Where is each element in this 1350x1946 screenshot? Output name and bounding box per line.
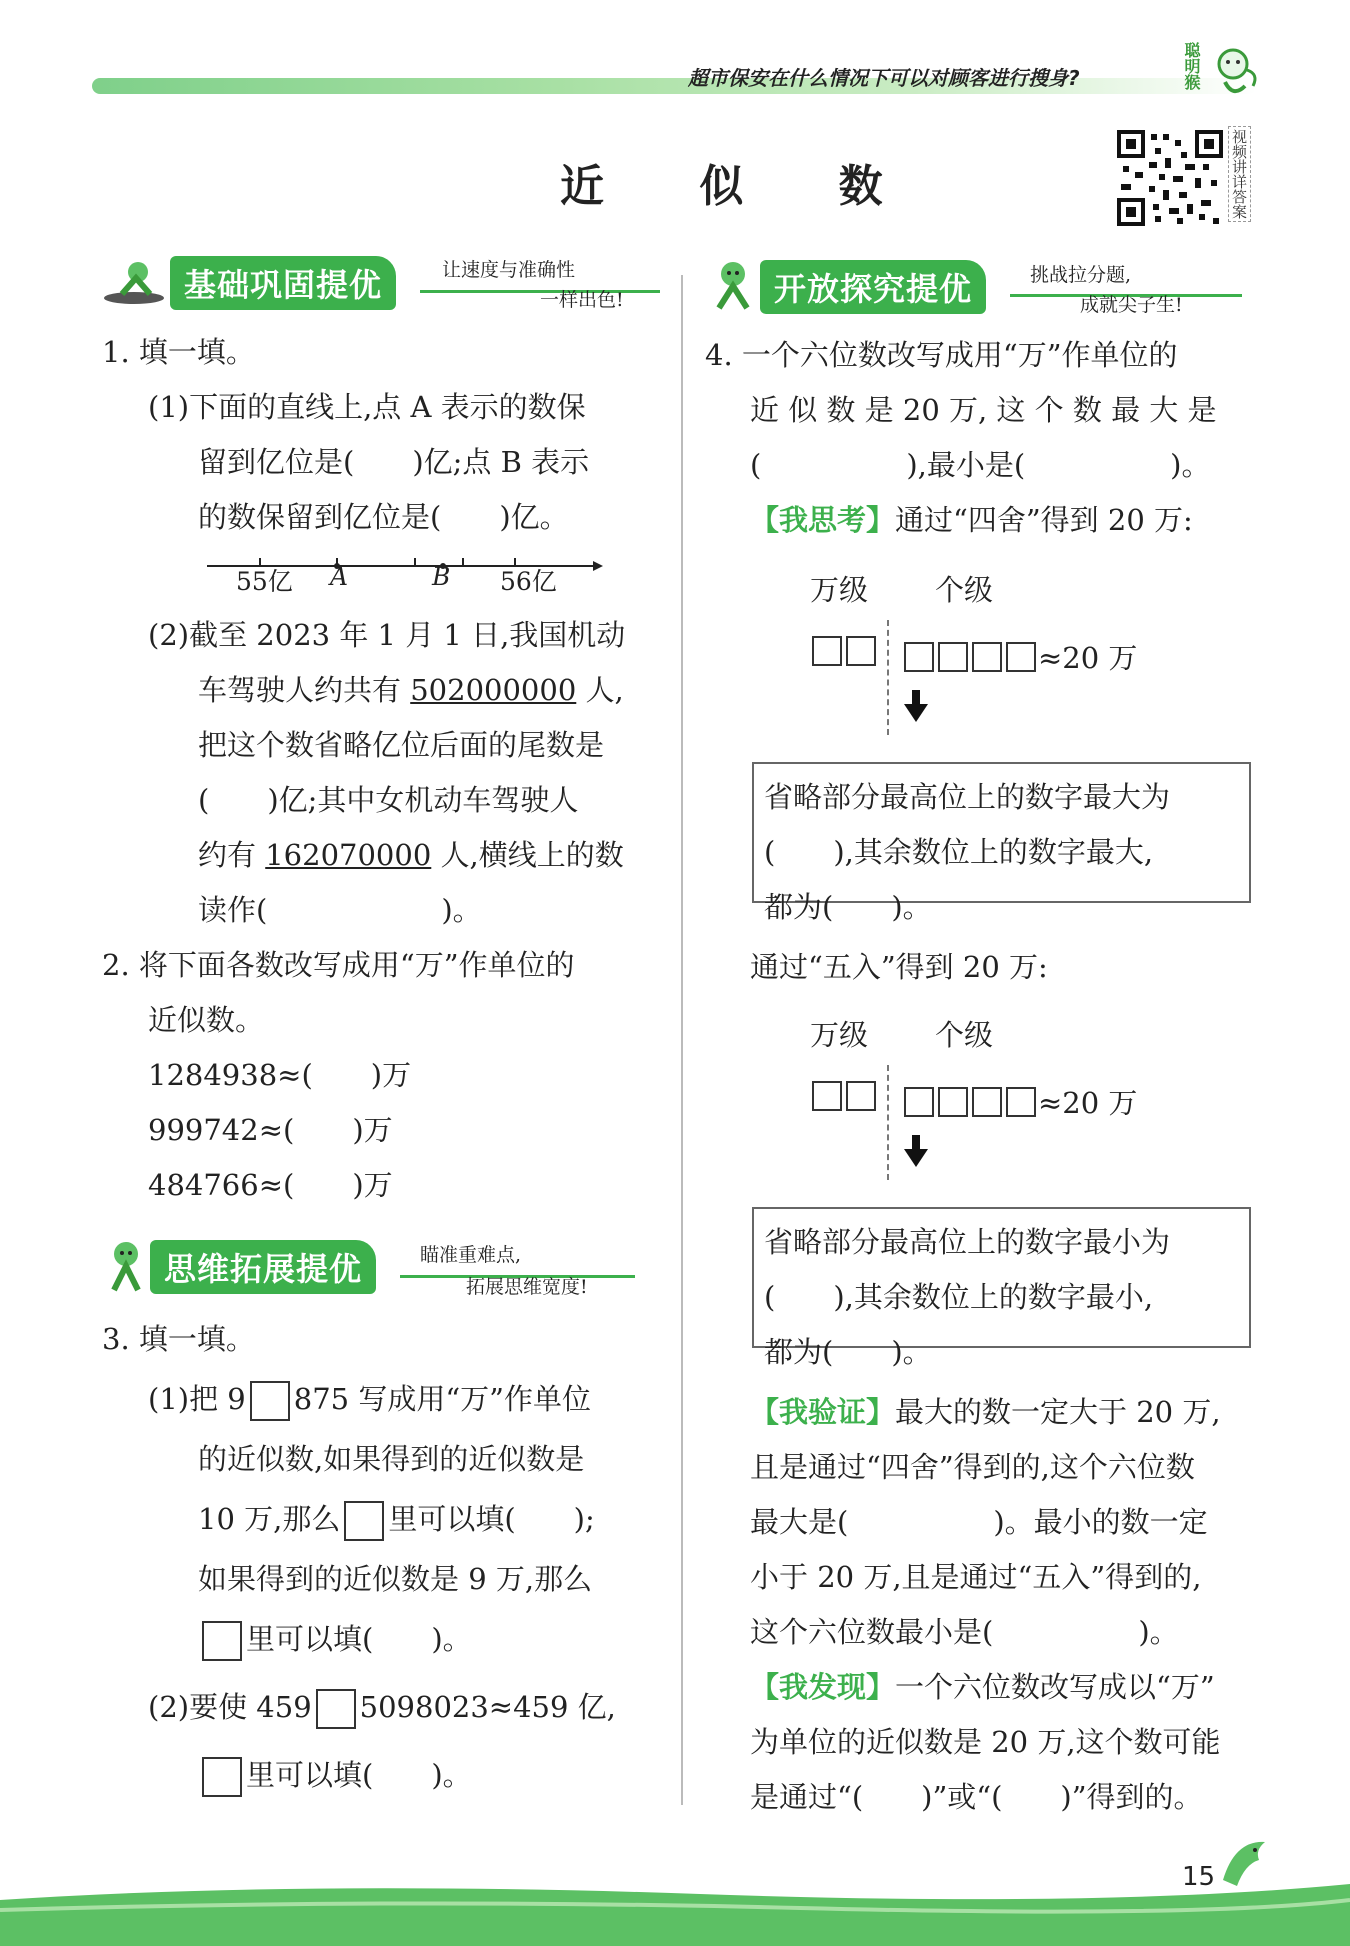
hint-box-1-line3: 都为( )。 — [764, 890, 932, 924]
digit-box[interactable] — [846, 1081, 876, 1111]
q3-p1-line3-b: 里可以填( ); — [388, 1502, 595, 1536]
logo-text: 聪明猴 — [1182, 42, 1201, 90]
section-basic-slogan-2: 一样出色! — [540, 289, 624, 311]
q2-item-1: 1284938≈( )万 — [148, 1058, 412, 1092]
column-divider — [681, 275, 683, 1805]
diagram1-wan-boxes — [810, 636, 878, 666]
qr-code-icon[interactable] — [1115, 128, 1225, 228]
q4-wuru-text: 通过“五入”得到 20 万: — [750, 950, 1048, 984]
page-number: 15 — [1182, 1862, 1216, 1892]
number-line-label-b: B — [432, 562, 451, 591]
digit-box[interactable] — [812, 1081, 842, 1111]
section-open-slogan-1: 挑战拉分题, — [1030, 264, 1132, 286]
q1-p1-line3: 的数保留到亿位是( )亿。 — [198, 500, 569, 534]
hint-box-1-line1: 省略部分最高位上的数字最大为 — [764, 780, 1171, 814]
q2-item-3: 484766≈( )万 — [148, 1168, 393, 1202]
hint-box-2-line3: 都为( )。 — [764, 1335, 932, 1369]
diagram2-divider — [887, 1065, 889, 1180]
diagram1-ge-label: 个级 — [935, 573, 994, 607]
q4-find-tag: 【我发现】 — [750, 1670, 896, 1704]
q4-think-text: 通过“四舍”得到 20 万: — [895, 503, 1193, 537]
q3-p1-line4: 如果得到的近似数是 9 万,那么 — [198, 1562, 593, 1596]
q1-p2-line5 — [198, 828, 624, 883]
arrow-down-icon — [903, 1135, 929, 1169]
q3-p2-blank-box-1[interactable] — [316, 1689, 356, 1729]
q4-verify-line2: 且是通过“四舍”得到的,这个六位数 — [750, 1450, 1195, 1484]
q4-heading-line1: 4. 一个六位数改写成用“万”作单位的 — [705, 338, 1178, 372]
q4-verify-line4: 小于 20 万,且是通过“五入”得到的, — [750, 1560, 1202, 1594]
number-line-label-56: 56亿 — [500, 567, 557, 596]
digit-box[interactable] — [972, 642, 1002, 672]
q4-find-line1 — [750, 1660, 1215, 1715]
skateboard-kid-icon — [100, 258, 168, 308]
digit-box[interactable] — [904, 1087, 934, 1117]
section-open-slogan-2: 成就尖子生! — [1080, 294, 1183, 316]
explorer-kid-icon — [705, 258, 761, 312]
hint-box-1-line2: ( ),其余数位上的数字最大, — [764, 835, 1154, 869]
section-thinking — [150, 1240, 376, 1294]
section-thinking-tag: 思维拓展提优 — [150, 1240, 376, 1294]
digit-box[interactable] — [904, 642, 934, 672]
q1-p2-number2: 162070000 — [265, 838, 432, 872]
diagram2-ge-boxes — [902, 1081, 1137, 1122]
diagram2-wan-label: 万级 — [810, 1018, 869, 1052]
number-line-label-55: 55亿 — [236, 567, 293, 596]
q2-heading-line1: 2. 将下面各数改写成用“万”作单位的 — [102, 948, 575, 982]
q1-p2-number1: 502000000 — [410, 673, 577, 707]
q1-p2-line6: 读作( )。 — [198, 893, 482, 927]
section-thinking-slogan-2: 拓展思维宽度! — [466, 1276, 588, 1298]
q3-p2-blank-box-2[interactable] — [202, 1757, 242, 1797]
q1-heading: 1. 填一填。 — [102, 335, 255, 369]
arrow-down-icon — [903, 690, 929, 724]
diagram1-ge-boxes — [902, 636, 1137, 677]
monkey-logo-icon — [1203, 40, 1263, 100]
section-open — [760, 260, 986, 314]
q4-verify-tag: 【我验证】 — [750, 1395, 896, 1429]
digit-box[interactable] — [1006, 1087, 1036, 1117]
q3-p1-blank-box-3[interactable] — [202, 1621, 242, 1661]
q3-p2-line1-a: (2)要使 459 — [148, 1690, 312, 1724]
q1-p1-line2: 留到亿位是( )亿;点 B 表示 — [198, 445, 590, 479]
q3-p2-line1-b: 5098023≈459 亿, — [359, 1690, 616, 1724]
q4-think-tag: 【我思考】 — [750, 503, 896, 537]
section-basic — [170, 256, 396, 310]
q3-p1-blank-box-1[interactable] — [250, 1381, 290, 1421]
q4-heading-line3: ( ),最小是( )。 — [750, 448, 1211, 482]
q3-p1-line3 — [198, 1492, 595, 1547]
q3-p2-line2 — [198, 1748, 472, 1803]
digit-box[interactable] — [938, 642, 968, 672]
digit-box[interactable] — [812, 636, 842, 666]
digit-box[interactable] — [972, 1087, 1002, 1117]
q2-item-2: 999742≈( )万 — [148, 1113, 393, 1147]
q1-p1-line1: (1)下面的直线上,点 A 表示的数保 — [148, 390, 586, 424]
page-title: 近 似 数 — [560, 161, 923, 212]
q1-p2-line1: (2)截至 2023 年 1 月 1 日,我国机动 — [148, 618, 626, 652]
number-line-label-a: A — [330, 562, 349, 591]
q3-p1-line1-a: (1)把 9 — [148, 1382, 246, 1416]
footer-wave — [0, 1870, 1350, 1946]
q1-p2-line4: ( )亿;其中女机动车驾驶人 — [198, 783, 579, 817]
q4-verify-text-1: 最大的数一定大于 20 万, — [895, 1395, 1221, 1429]
section-basic-tag: 基础巩固提优 — [170, 256, 396, 310]
q4-heading-line2: 近 似 数 是 20 万, 这 个 数 最 大 是 — [750, 393, 1217, 427]
q4-verify-line1 — [750, 1385, 1221, 1440]
q4-verify-line5: 这个六位数最小是( )。 — [750, 1615, 1179, 1649]
q4-verify-line3: 最大是( )。最小的数一定 — [750, 1505, 1208, 1539]
section-basic-slogan-1: 让速度与准确性 — [442, 259, 576, 281]
q3-p1-line2: 的近似数,如果得到的近似数是 — [198, 1442, 585, 1476]
q3-p1-line3-a: 10 万,那么 — [198, 1502, 341, 1536]
diagram1-wan-label: 万级 — [810, 573, 869, 607]
header-question: 超市保安在什么情况下可以对顾客进行搜身? — [688, 66, 1080, 90]
diagram1-approx: ≈20 万 — [1038, 641, 1138, 675]
diagram1-divider — [887, 620, 889, 735]
q1-p2-line2-a: 车驾驶人约共有 — [198, 673, 411, 707]
q4-find-line2: 为单位的近似数是 20 万,这个数可能 — [750, 1725, 1221, 1759]
q4-find-text-1: 一个六位数改写成以“万” — [895, 1670, 1215, 1704]
diagram2-wan-boxes — [810, 1081, 878, 1111]
section-thinking-slogan-1: 瞄准重难点, — [420, 1244, 522, 1266]
qr-label: 视频讲详答案 — [1228, 126, 1251, 222]
q1-p2-line5-b: 人,横线上的数 — [431, 838, 624, 872]
thinking-kid-icon — [102, 1238, 152, 1294]
q3-p2-line2-text: 里可以填( )。 — [246, 1758, 472, 1792]
hint-box-2-line2: ( ),其余数位上的数字最小, — [764, 1280, 1154, 1314]
q1-p2-line2 — [198, 663, 624, 718]
q3-p1-blank-box-2[interactable] — [344, 1501, 384, 1541]
q3-heading: 3. 填一填。 — [102, 1322, 255, 1356]
section-open-tag: 开放探究提优 — [760, 260, 986, 314]
header-bar — [92, 78, 1257, 94]
q4-find-line3: 是通过“( )”或“( )”得到的。 — [750, 1780, 1203, 1814]
q1-p2-line3: 把这个数省略亿位后面的尾数是 — [198, 728, 605, 762]
diagram2-approx: ≈20 万 — [1038, 1086, 1138, 1120]
q1-p2-line5-a: 约有 — [198, 838, 266, 872]
q3-p1-line1 — [148, 1372, 591, 1427]
dolphin-icon — [1215, 1830, 1275, 1900]
digit-box[interactable] — [938, 1087, 968, 1117]
digit-box[interactable] — [846, 636, 876, 666]
q1-p2-line2-b: 人, — [576, 673, 624, 707]
hint-box-2 — [752, 1207, 1251, 1369]
hint-box-2-line1: 省略部分最高位上的数字最小为 — [764, 1225, 1171, 1259]
digit-box[interactable] — [1006, 642, 1036, 672]
q2-heading-line2: 近似数。 — [148, 1003, 265, 1037]
diagram2-ge-label: 个级 — [935, 1018, 994, 1052]
q3-p2-line1 — [148, 1680, 616, 1735]
q3-p1-line5 — [198, 1612, 472, 1667]
q4-think-line — [750, 493, 1193, 548]
hint-box-1 — [752, 762, 1251, 924]
q3-p1-line1-b: 875 写成用“万”作单位 — [293, 1382, 591, 1416]
q3-p1-line5-text: 里可以填( )。 — [246, 1622, 472, 1656]
